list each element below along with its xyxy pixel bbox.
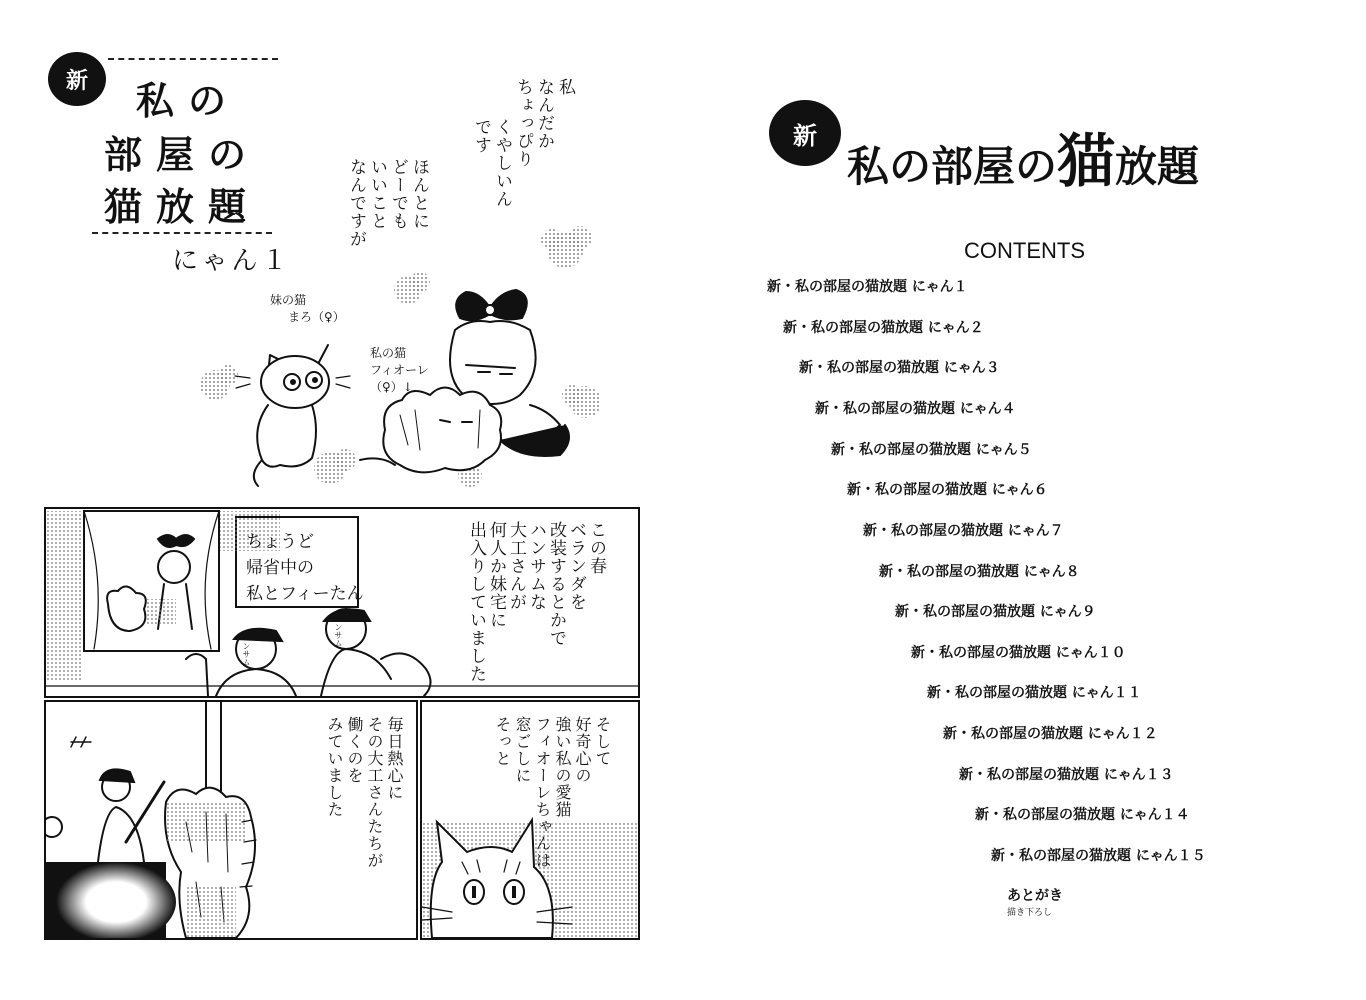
narration-line: そして xyxy=(593,716,612,767)
chapter-title-line: 部屋の xyxy=(104,132,261,177)
panel-1-sign xyxy=(246,529,364,607)
sign-line: ちょうど xyxy=(246,532,314,552)
chapter-subtitle: にゃん１ xyxy=(172,246,292,276)
toc-item[interactable]: 新・私の部屋の猫放題 にゃん３ xyxy=(799,360,1000,376)
narration-line: いいこと xyxy=(367,158,387,230)
narration-line: そっと xyxy=(493,716,512,767)
narration-line: 出入りしていました xyxy=(466,521,486,683)
sister-cat-label xyxy=(270,292,345,326)
narration-line: 窓ごしに xyxy=(513,716,532,784)
narration-line: 毎日熱心に xyxy=(385,716,404,801)
toc-item[interactable]: 新・私の部屋の猫放題 にゃん２ xyxy=(783,320,984,336)
toc-item[interactable]: 新・私の部屋の猫放題 にゃん１３ xyxy=(959,767,1174,783)
panel-2-narration xyxy=(324,716,404,869)
top-narration xyxy=(470,78,575,208)
narration-line: ベランダを xyxy=(566,521,586,611)
narration-line: 私 xyxy=(555,78,575,96)
narration-line: です xyxy=(471,118,491,154)
book-title-part: 放題 xyxy=(1115,142,1200,191)
my-cat-label xyxy=(370,345,429,396)
toc-item[interactable]: 新・私の部屋の猫放題 にゃん１２ xyxy=(943,726,1158,742)
toc-item[interactable]: 新・私の部屋の猫放題 にゃん９ xyxy=(895,604,1096,620)
sister-cat-label-line: まろ（♀） xyxy=(288,310,345,324)
book-title-cat: 猫 xyxy=(1057,127,1116,195)
narration-line: くやしいん xyxy=(492,118,512,208)
toc-item[interactable]: 新・私の部屋の猫放題 にゃん１０ xyxy=(911,645,1126,661)
toc-item[interactable]: 新・私の部屋の猫放題 にゃん４ xyxy=(815,401,1016,417)
shin-badge: 新 xyxy=(48,52,106,106)
my-cat-label-line: 私の猫 xyxy=(370,346,407,360)
narration-line: ほんとに xyxy=(409,158,429,230)
toc-afterword[interactable]: あとがき xyxy=(1007,888,1063,904)
narration-line: なんですが xyxy=(346,158,366,248)
narration-line: 好奇心の xyxy=(573,716,592,784)
my-cat-label-line: フィオーレ xyxy=(370,363,429,377)
narration-line: その大工さんたちが xyxy=(365,716,384,869)
toc-item[interactable]: 新・私の部屋の猫放題 にゃん６ xyxy=(847,482,1048,498)
top-narration-2 xyxy=(345,158,429,248)
narration-line: どーでも xyxy=(388,158,408,230)
cap-label-left: ハンサム xyxy=(242,634,251,666)
toc-afterword-note: 描き下ろし xyxy=(1007,908,1053,918)
book-title-text xyxy=(847,114,1199,198)
narration-line: 働くのを xyxy=(345,716,364,784)
cap-label-right: ハンサム xyxy=(334,615,343,647)
sister-cat-label-line: 妹の猫 xyxy=(270,293,307,307)
shin-badge: 新 xyxy=(769,100,841,166)
book-title-part: 私の部屋の xyxy=(847,142,1058,191)
panel-3-narration xyxy=(492,716,612,869)
narration-line: 大工さんが xyxy=(506,521,526,611)
sign-line: 私とフィーたん xyxy=(246,584,364,604)
my-cat-label-line: （♀）↓ xyxy=(370,380,413,394)
manga-panel-3 xyxy=(420,700,640,940)
sign-line: 帰省中の xyxy=(246,558,314,578)
narration-line: みていました xyxy=(325,716,344,818)
narration-line: 何人か妹宅に xyxy=(486,521,506,629)
narration-line: 改装するとかで xyxy=(546,521,566,647)
narration-line: この春 xyxy=(586,521,606,575)
toc-item[interactable]: 新・私の部屋の猫放題 にゃん７ xyxy=(863,523,1064,539)
chapter-title-line: 私の xyxy=(136,78,241,123)
manga-panel-2 xyxy=(44,700,418,940)
manga-panel-1 xyxy=(44,507,640,698)
toc-item[interactable]: 新・私の部屋の猫放題 にゃん５ xyxy=(831,442,1032,458)
panel-1-narration xyxy=(466,521,606,683)
narration-line: ハンサムな xyxy=(526,521,546,611)
contents-page xyxy=(683,0,1366,1000)
narration-line: ちょっぴり xyxy=(513,78,533,168)
toc-item[interactable]: 新・私の部屋の猫放題 にゃん１１ xyxy=(927,685,1142,701)
narration-line: なんだか xyxy=(534,78,554,150)
narration-line: フィオーレちゃんは xyxy=(533,716,552,869)
contents-heading: CONTENTS xyxy=(964,238,1085,263)
toc-item[interactable]: 新・私の部屋の猫放題 にゃん１ xyxy=(767,279,968,295)
opening-illustration xyxy=(0,0,683,500)
chapter-title-line: 猫放題 xyxy=(104,184,261,229)
toc-item[interactable]: 新・私の部屋の猫放題 にゃん８ xyxy=(879,564,1080,580)
narration-line: 強い私の愛猫 xyxy=(553,716,572,818)
toc-item[interactable]: 新・私の部屋の猫放題 にゃん１４ xyxy=(975,807,1190,823)
toc-item[interactable]: 新・私の部屋の猫放題 にゃん１５ xyxy=(991,848,1206,864)
